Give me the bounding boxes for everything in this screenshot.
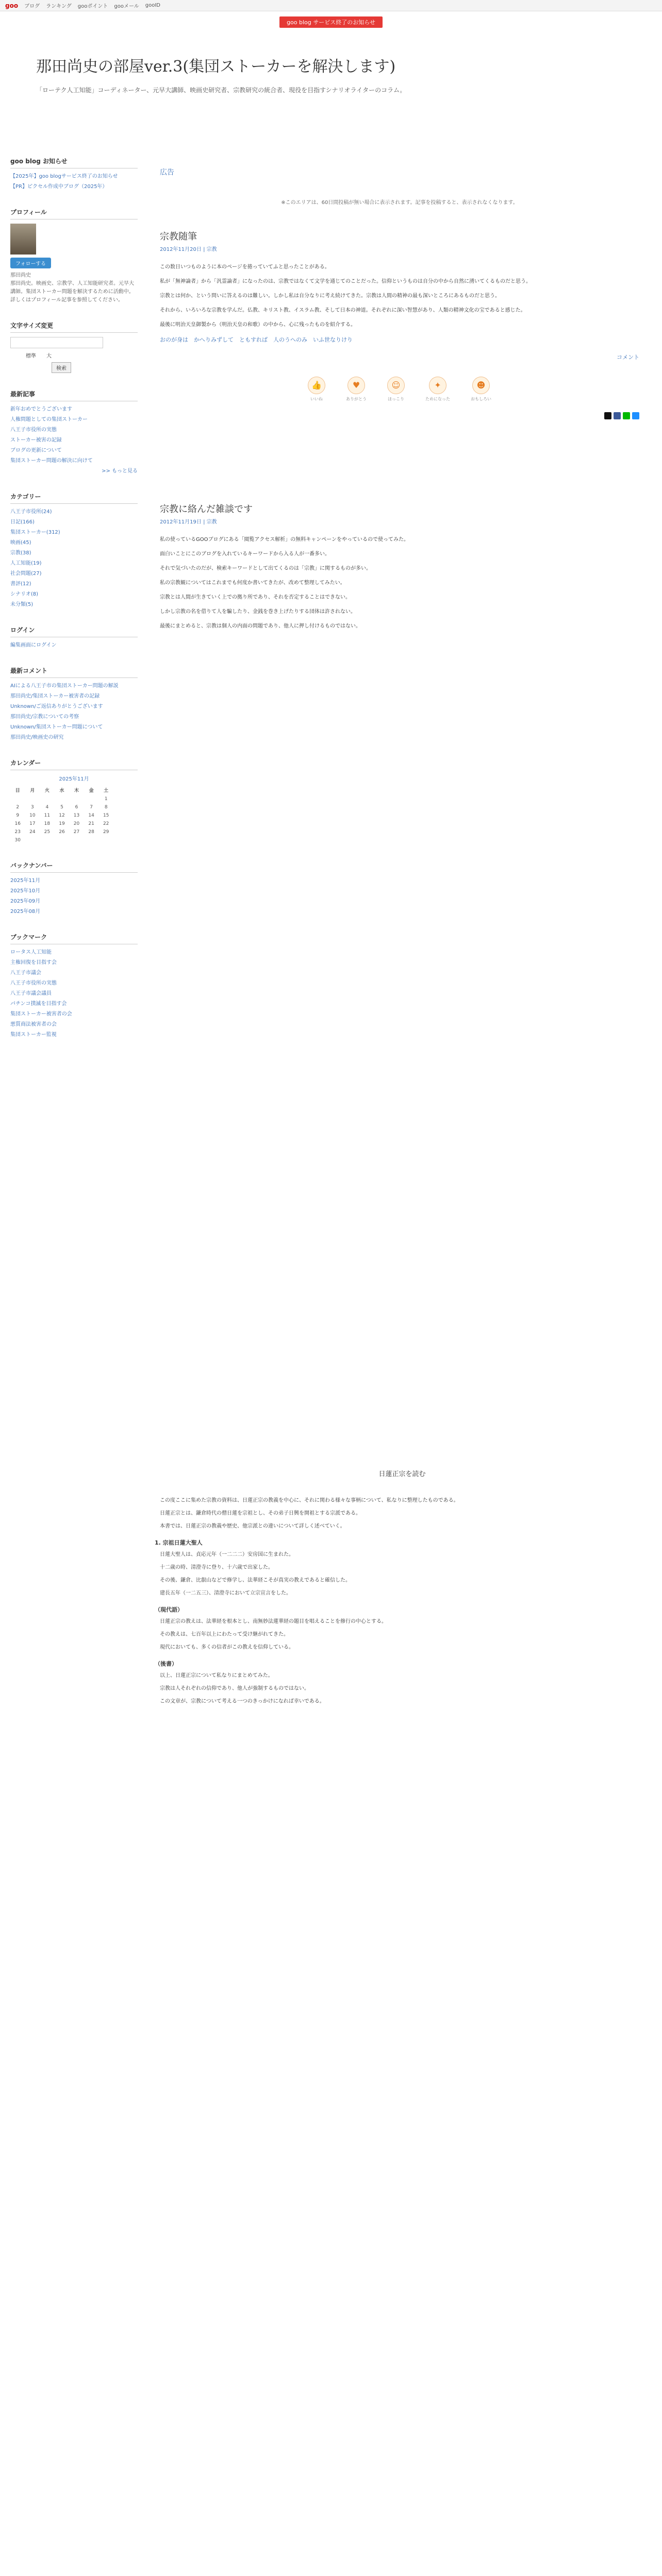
calendar-day: 18: [44, 821, 51, 826]
profile-text: 那田尚史。映画史、宗教学、人工知能研究者。元早大講師。集団ストーカー問題を解決するために活動中。詳しくはプロフィール記事を参照してください。: [10, 281, 134, 303]
category-item[interactable]: 八王子市役所(24): [10, 509, 52, 515]
login-section: [10, 625, 138, 650]
entry-paragraph: 私の宗教観についてはこれまでも何度か書いてきたが、改めて整理してみたい。: [160, 580, 345, 586]
calendar-day: 19: [59, 821, 65, 826]
calendar-day: 15: [103, 813, 109, 818]
calendar-day: 6: [75, 805, 78, 810]
scan-paragraph: 日蓮大聖人は、貞応元年（一二二二）安房国に生まれた。: [160, 1552, 294, 1557]
comment-item[interactable]: 那田尚史/集団ストーカー被害者の記録: [10, 693, 100, 699]
entry-date[interactable]: 2012年11月20日 | 宗教: [160, 247, 217, 252]
thumbs-up-icon: 👍: [308, 377, 325, 394]
calendar-day: 1: [104, 796, 108, 802]
entry-paragraph: 宗教とは人間が生きていく上での拠り所であり、それを否定することはできない。: [160, 594, 351, 600]
entry-body: [160, 263, 639, 346]
line-share-icon[interactable]: [623, 412, 630, 419]
profile-section: [10, 208, 138, 304]
calendar-day: 11: [44, 813, 51, 818]
bookmark-item[interactable]: パチンコ撲滅を目指す会: [10, 1001, 67, 1007]
topbar-link-ranking[interactable]: ランキング: [46, 4, 72, 9]
lightbulb-icon: ✦: [429, 377, 446, 394]
calendar-day: 24: [29, 829, 36, 835]
calendar-day: 28: [88, 829, 94, 835]
calendar-day: 26: [59, 829, 65, 835]
profile-name[interactable]: 那田尚史: [10, 273, 31, 278]
reaction-button[interactable]: [425, 377, 450, 402]
calendar-weekday: 金: [89, 788, 94, 793]
calendar-day: [55, 836, 70, 844]
calendar-day: 5: [60, 805, 63, 810]
entry-paragraph: それで気づいたのだが、検索キーワードとして出てくるのは「宗教」に関するものが多い。: [160, 565, 371, 571]
share-bar: [160, 412, 639, 419]
entry-body: [160, 535, 639, 631]
login-link[interactable]: 編集画面にログイン: [10, 642, 57, 648]
goo-notice-title: goo blog お知らせ: [10, 157, 138, 168]
calendar-day: 30: [14, 838, 21, 843]
category-item[interactable]: 宗教(38): [10, 550, 31, 556]
backnumber-item[interactable]: 2025年08月: [10, 909, 41, 914]
topbar-link-point[interactable]: gooポイント: [77, 4, 108, 9]
reaction-label: ためになった: [425, 396, 450, 401]
recent-title: 最新記事: [10, 389, 138, 401]
calendar-day: 3: [30, 805, 34, 810]
category-item[interactable]: 書評(12): [10, 581, 31, 587]
calendar-weekday: 火: [44, 788, 49, 793]
entry-paragraph: それから、いろいろな宗教を学んだ。仏教、キリスト教、イスラム教、そして日本の神道。それぞれに深い智慧があり、人類の精神文化の宝であると感じた。: [160, 308, 526, 313]
scan-paragraph: この文章が、宗教について考える一つのきっかけになれば幸いである。: [160, 1699, 325, 1704]
scan-paragraph: 宗教は人それぞれの信仰であり、他人が強制するものではない。: [160, 1686, 309, 1691]
reaction-label: いいね: [310, 396, 323, 401]
comment-item[interactable]: 那田尚史/映画史の研究: [10, 735, 64, 740]
calendar-day: 7: [90, 805, 93, 810]
sidebar: [10, 157, 147, 1056]
scan-section: [155, 1496, 650, 1531]
reaction-label: ありがとう: [346, 396, 367, 401]
calendar-weekday: 日: [15, 788, 20, 793]
facebook-share-icon[interactable]: [614, 412, 621, 419]
calendar-day: 10: [29, 813, 36, 818]
calendar-weekday: 土: [104, 788, 109, 793]
calendar-day: [55, 795, 70, 803]
laugh-icon: ☻: [472, 377, 490, 394]
calendar-day: 16: [14, 821, 21, 826]
category-item[interactable]: 社会問題(27): [10, 571, 42, 577]
bookmark-item[interactable]: 集団ストーカー監視: [10, 1032, 57, 1038]
recent-item[interactable]: 人権問題としての集団ストーカー: [10, 417, 88, 422]
calendar-day: 29: [103, 829, 109, 835]
calendar-day: 8: [104, 805, 108, 810]
topbar-link-mail[interactable]: gooメール: [114, 4, 139, 9]
scan-section: [155, 1605, 650, 1652]
entry-paragraph: この数日いつものように本のページを捲っていてふと思ったことがある。: [160, 264, 330, 270]
calendar-day: 12: [59, 813, 65, 818]
entry-title[interactable]: 宗教に絡んだ雑談です: [160, 503, 253, 515]
reaction-button[interactable]: [308, 377, 325, 402]
backnumber-item[interactable]: 2025年10月: [10, 888, 41, 894]
entry-title[interactable]: 宗教随筆: [160, 231, 197, 242]
scan-title: 日蓮正宗を読む: [378, 1470, 426, 1478]
blog-header: [0, 28, 662, 157]
scan-paragraph: 本書では、日蓮正宗の教義や歴史、他宗派との違いについて詳しく述べていく。: [160, 1523, 345, 1529]
calendar-day: [40, 836, 55, 844]
goo-notice-section: [10, 157, 138, 191]
calendar-day: [10, 795, 25, 803]
bookmark-item[interactable]: ロータス人工知能: [10, 950, 52, 955]
entry-paragraph: 私の使っているGOOブログにある「閲覧アクセス解析」の無料キャンペーンをやっているので使ってみた。: [160, 536, 409, 543]
calendar-day: [25, 836, 40, 844]
reaction-label: おもしろい: [471, 396, 491, 401]
entry: [160, 229, 639, 419]
main-content: [147, 157, 639, 1056]
notice-link[interactable]: goo blog サービス終了のお知らせ: [279, 16, 383, 28]
calendar-day: 21: [88, 821, 94, 826]
calendar-day: 9: [16, 813, 20, 818]
entry-date[interactable]: 2012年11月19日 | 宗教: [160, 519, 217, 525]
notice-banner: [0, 16, 662, 28]
calendar-day: 13: [73, 813, 80, 818]
scan-paragraph: 日蓮正宗の教えは、法華経を根本とし、南無妙法蓮華経の題目を唱えることを修行の中心とする。: [160, 1619, 387, 1624]
blog-subtitle: 「ローテク人工知能」コーディネーター、元早大講師、映画史研究者、宗教研究の統合者、現役を目指すシナリオライターのコラム。: [36, 87, 406, 94]
calendar-weekday: 月: [30, 788, 35, 793]
calendar-month: 2025年11月: [59, 776, 89, 782]
goo-notice-item[interactable]: 【PR】ピクセル作成中ブログ（2025年）: [10, 184, 108, 190]
reaction-button[interactable]: [471, 377, 491, 402]
category-item[interactable]: シナリオ(8): [10, 591, 39, 597]
calendar-day: [69, 836, 84, 844]
scan-heading: （現代語）: [155, 1606, 183, 1613]
smile-icon: ☺: [387, 377, 405, 394]
calendar-day: 22: [103, 821, 109, 826]
ad-label: 広告: [160, 168, 174, 177]
calendar-day: [69, 795, 84, 803]
scan-section: [155, 1659, 650, 1706]
comment-item[interactable]: Unknown/集団ストーカー問題について: [10, 724, 103, 730]
scan-heading: （後書）: [155, 1660, 177, 1667]
scan-paragraph: その後、鎌倉、比叡山などで修学し、法華経こそが真実の教えであると確信した。: [160, 1578, 351, 1583]
goo-notice-item[interactable]: 【2025年】goo blogサービス終了のお知らせ: [10, 174, 118, 179]
entry-paragraph: 面白いことにこのブログを入れているキーワードから入る人が一番多い。: [160, 551, 330, 557]
recent-item[interactable]: ストーカー被害の記録: [10, 437, 62, 443]
entry-paragraph: 私が「無神論者」から「汎霊論者」になったのは、宗教ではなくて文学を通じてのことだった。信仰というものは自分の中から自然に湧いてくるものだと思う。: [160, 279, 531, 284]
scan-paragraph: この度ここに集めた宗教の資料は、日蓮正宗の教義を中心に、それに関わる様々な事柄について、私なりに整理したものである。: [160, 1498, 459, 1503]
comment-item[interactable]: Unknown/ご返信ありがとうございます: [10, 704, 103, 709]
heart-icon: ♥: [347, 377, 365, 394]
bookmark-item[interactable]: 悪質商法被害者の会: [10, 1022, 57, 1027]
bookmark-item[interactable]: 主権回復を目指す会: [10, 960, 57, 965]
scan-paragraph: その教えは、七百年以上にわたって受け継がれてきた。: [160, 1632, 289, 1637]
calendar-day: 4: [45, 805, 49, 810]
comment-item[interactable]: 那田尚史/宗教についての考察: [10, 714, 79, 720]
profile-avatar[interactable]: [10, 224, 36, 255]
calendar-day: 23: [14, 829, 21, 835]
goo-logo[interactable]: goo: [5, 2, 19, 9]
scanned-document: [155, 1458, 650, 2576]
bookmark-title: ブックマーク: [10, 933, 138, 944]
comment-item[interactable]: AIによる八王子市の集団ストーカー問題の解説: [10, 683, 119, 689]
page-layout: [0, 157, 662, 1056]
comment-section: [10, 666, 138, 742]
more-link[interactable]: >> もっと見る: [102, 468, 138, 474]
calendar-day: [40, 795, 55, 803]
calendar-day: 27: [73, 829, 80, 835]
category-section: [10, 492, 138, 609]
scan-paragraph: 十二歳の時、清澄寺に登り、十六歳で出家した。: [160, 1565, 273, 1570]
hatena-share-icon[interactable]: [632, 412, 639, 419]
topbar-link-blog[interactable]: ブログ: [24, 4, 40, 9]
backnumber-item[interactable]: 2025年11月: [10, 878, 41, 884]
category-item[interactable]: 映画(45): [10, 540, 31, 546]
comment-link[interactable]: コメント: [617, 353, 639, 361]
bookmark-item[interactable]: 八王子市議会: [10, 970, 41, 976]
follow-button[interactable]: フォローする: [10, 258, 51, 268]
reaction-bar: [160, 377, 639, 402]
category-item[interactable]: 人工知能(19): [10, 561, 42, 566]
calendar-day: [84, 795, 99, 803]
category-item[interactable]: 日記(166): [10, 519, 35, 525]
bookmark-item[interactable]: 八王子市役所の実態: [10, 980, 57, 986]
entry-paragraph: しかし宗教の名を借りて人を騙したり、金銭を巻き上げたりする団体は許されない。: [160, 608, 356, 615]
comment-title: 最新コメント: [10, 666, 138, 678]
calendar-day: 25: [44, 829, 51, 835]
entry-paragraph: 最後に明治天皇御製から（明治天皇の和歌）の中から、心に残ったものを紹介する。: [160, 322, 356, 328]
backnumber-section: [10, 861, 138, 916]
entry-song: おのが身は かへりみずして ともすれば 人のうへのみ いふ世なりけり: [160, 336, 353, 343]
search-title: 文字サイズ変更: [10, 321, 138, 333]
scan-paragraph: 日蓮正宗とは、鎌倉時代の僧日蓮を宗祖とし、その弟子日興を開祖とする宗派である。: [160, 1511, 361, 1516]
ad-notice: ※このエリアは、60日間投稿が無い場合に表示されます。記事を投稿すると、表示されなくなります。: [281, 200, 518, 206]
x-share-icon[interactable]: [604, 412, 611, 419]
calendar-day: 2: [16, 805, 20, 810]
category-item[interactable]: 集団ストーカー(312): [10, 530, 60, 535]
calendar-section: [10, 758, 138, 844]
entry-paragraph: 最後にまとめると、宗教は個人の内面の問題であり、他人に押し付けるものではない。: [160, 623, 361, 629]
topbar-link-gooid[interactable]: gooID: [145, 3, 160, 8]
recent-item[interactable]: 集団ストーカー問題の解決に向けて: [10, 458, 93, 464]
search-options: [10, 351, 138, 359]
profile-title: プロフィール: [10, 208, 138, 219]
calendar-day: [25, 795, 40, 803]
scan-heading: 1. 宗祖日蓮大聖人: [155, 1539, 203, 1546]
reaction-button[interactable]: [387, 377, 405, 402]
reaction-label: ほっこり: [388, 396, 404, 401]
backnumber-item[interactable]: 2025年09月: [10, 899, 41, 904]
scan-paragraph: 現代においても、多くの信者がこの教えを信仰している。: [160, 1645, 294, 1650]
entry-paragraph: 宗教とは何か、という問いに答えるのは難しい。しかし私は自分なりに考え続けてきた。宗教は人間の精神の最も深いところにあるものだと思う。: [160, 293, 500, 299]
recent-item[interactable]: 八王子市役所の実態: [10, 427, 57, 433]
calendar-day: 17: [29, 821, 36, 826]
search-input[interactable]: [10, 337, 103, 348]
entry: [160, 502, 639, 631]
search-option[interactable]: 大: [46, 353, 52, 359]
calendar-day: 14: [88, 813, 94, 818]
calendar-day: [84, 836, 99, 844]
bookmark-section: [10, 933, 138, 1039]
scan-paragraph: 以上、日蓮正宗について私なりにまとめてみた。: [160, 1673, 273, 1679]
calendar-day: 20: [73, 821, 80, 826]
category-item[interactable]: 未分類(5): [10, 602, 34, 607]
bookmark-item[interactable]: 集団ストーカー被害者の会: [10, 1011, 72, 1017]
recent-item[interactable]: 新年おめでとうございます: [10, 406, 72, 412]
calendar-day: [98, 836, 113, 844]
blog-title[interactable]: 那田尚史の部屋ver.3(集団ストーカーを解決します): [36, 58, 396, 76]
calendar-weekday: 木: [74, 788, 79, 793]
calendar-table: [10, 785, 113, 844]
top-bar: [0, 0, 662, 11]
backnumber-title: バックナンバー: [10, 861, 138, 873]
bookmark-item[interactable]: 八王子市議会議員: [10, 991, 52, 996]
calendar-weekday: 水: [59, 788, 64, 793]
calendar-title: カレンダー: [10, 758, 138, 770]
recent-item[interactable]: ブログの更新について: [10, 448, 62, 453]
search-option[interactable]: 標準: [26, 353, 36, 359]
search-section: [10, 321, 138, 373]
scan-section: [155, 1538, 650, 1598]
recent-section: [10, 389, 138, 476]
scan-paragraph: 建長五年（一二五三）、清澄寺において立宗宣言をした。: [160, 1590, 291, 1596]
scan-body: [155, 1496, 650, 1706]
login-title: ログイン: [10, 625, 138, 637]
search-button[interactable]: 検索: [52, 362, 71, 373]
category-title: カテゴリー: [10, 492, 138, 504]
reaction-button[interactable]: [346, 377, 367, 402]
